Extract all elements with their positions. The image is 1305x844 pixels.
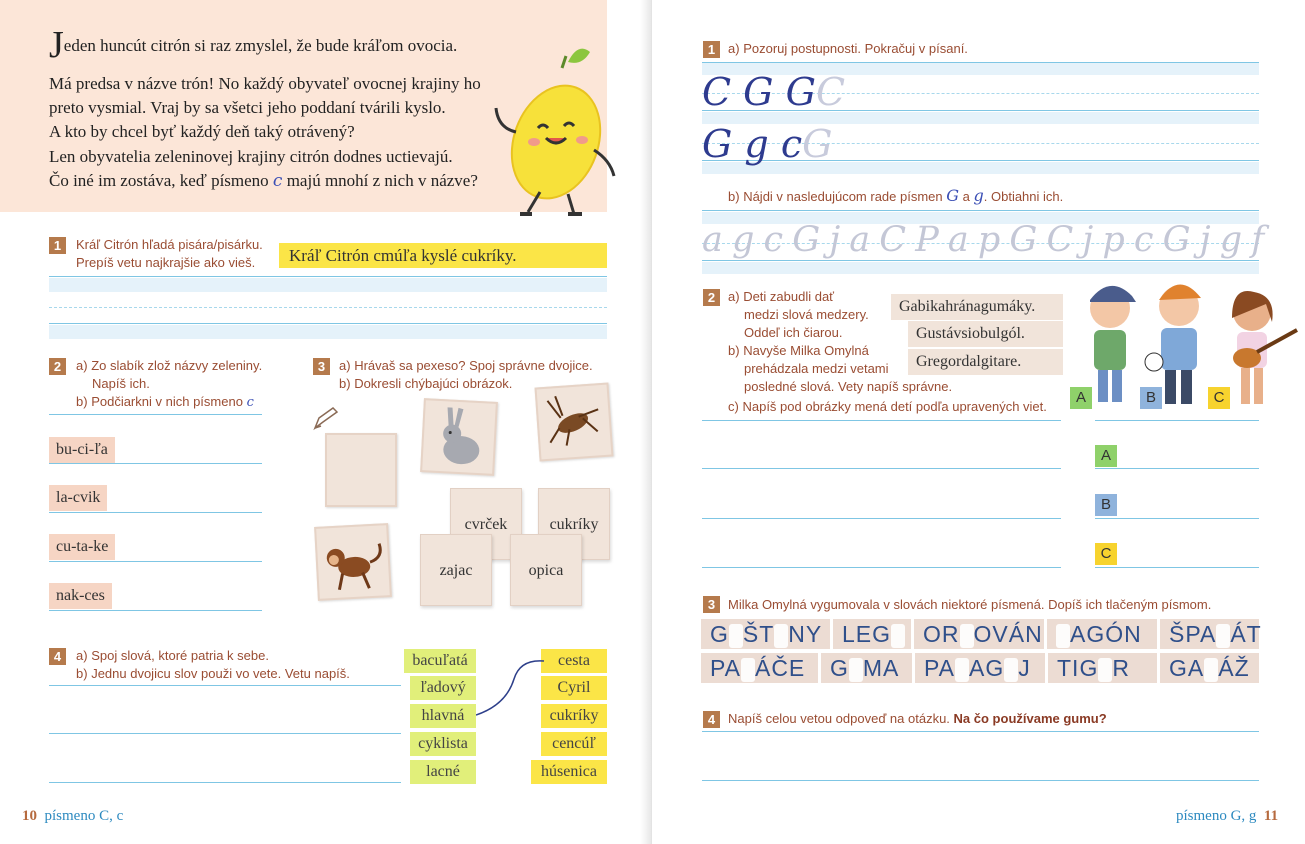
gapped-word[interactable]	[821, 653, 912, 683]
writing-band	[49, 325, 607, 339]
monkey-icon	[316, 525, 390, 599]
task-instruction	[728, 187, 1063, 206]
writing-line[interactable]	[702, 780, 1259, 781]
word-part: MA	[862, 655, 900, 681]
writing-line[interactable]	[49, 610, 262, 611]
task-instruction: medzi slová medzery.	[744, 307, 869, 322]
word-part: R	[1112, 655, 1130, 681]
writing-line[interactable]	[1095, 420, 1259, 421]
cursive-letter: c	[246, 395, 254, 410]
item-marker: c)	[728, 399, 739, 414]
word-part: AG	[968, 655, 1005, 681]
writing-line[interactable]	[49, 323, 607, 324]
instruction-text: Nájdi v nasledujúcom rade písmen	[743, 189, 943, 204]
writing-line[interactable]	[49, 561, 262, 562]
word-box-right[interactable]: húsenica	[531, 760, 607, 784]
item-marker: a)	[76, 358, 88, 373]
writing-band	[49, 278, 607, 292]
gapped-word[interactable]	[915, 653, 1045, 683]
task-instruction: Milka Omylná vygumovala v slovách niektoré písmená. Dopíš ich tlačeným písmom.	[728, 597, 1212, 612]
children-illustration	[1077, 278, 1302, 418]
erased-gap[interactable]	[1004, 658, 1018, 682]
erased-gap[interactable]	[1056, 624, 1070, 648]
word-part: ÁŽ	[1218, 655, 1250, 681]
lemon-mascot-icon	[490, 42, 620, 217]
footer-label: písmeno C, c	[44, 808, 124, 824]
task-instruction: Oddeľ ich čiarou.	[744, 325, 843, 340]
item-marker: a)	[728, 41, 740, 56]
story-box	[0, 0, 607, 212]
story-line: preto vysmial. Vraj by sa všetci jeho poddaní tvárili kyslo.	[49, 98, 446, 117]
task-instruction	[76, 357, 262, 375]
model-sentence: Kráľ Citrón cmúľa kyslé cukríky.	[279, 243, 607, 268]
erased-gap[interactable]	[955, 658, 969, 682]
word-box-left[interactable]: lacné	[410, 760, 476, 784]
gapped-word[interactable]	[914, 619, 1044, 649]
word-card[interactable]: opica	[510, 534, 582, 606]
word-part: OVÁN	[973, 621, 1043, 647]
story-line-rest: eden huncút citrón si raz zmyslel, že bude kráľom ovocia.	[63, 36, 458, 55]
cursive-row-1	[702, 70, 845, 114]
kid-label: C	[1208, 387, 1230, 409]
cursive-sample: G g c	[702, 122, 803, 166]
word-part: LEG	[842, 621, 892, 647]
pencil-icon	[312, 406, 338, 432]
task-instruction	[728, 342, 869, 360]
writing-line	[702, 62, 1259, 63]
word-part: ÁT	[1230, 621, 1262, 647]
writing-line[interactable]	[49, 512, 262, 513]
word-card[interactable]: zajac	[420, 534, 492, 606]
task-number: 4	[703, 711, 720, 728]
gapped-word[interactable]	[1160, 653, 1259, 683]
task-instruction	[76, 647, 269, 665]
instruction-text: Jednu dvojicu slov použi vo vete. Vetu napíš.	[91, 666, 350, 681]
gapped-word[interactable]	[701, 619, 830, 649]
gapped-word[interactable]	[833, 619, 911, 649]
sentence-box[interactable]: Gabikahránagumáky.	[891, 294, 1063, 320]
word-part: J	[1018, 655, 1031, 681]
task-number: 3	[703, 596, 720, 613]
writing-guide	[49, 307, 607, 308]
instruction-text: Napíš pod obrázky mená detí podľa upravených viet.	[742, 399, 1047, 414]
writing-line[interactable]	[49, 782, 401, 783]
sentence-box[interactable]: Gustávsiobulgól.	[908, 321, 1063, 347]
story-line-part: majú mnohí z nich v názve?	[286, 171, 478, 190]
writing-line[interactable]	[49, 463, 262, 464]
task-instruction	[728, 40, 968, 58]
word-box-left[interactable]: hlavná	[410, 704, 476, 728]
connector-line	[476, 655, 546, 725]
task-instruction	[728, 398, 1047, 416]
writing-line	[702, 260, 1259, 261]
monkey-card[interactable]	[314, 523, 392, 601]
answer-label: B	[1095, 494, 1117, 516]
word-box-right[interactable]: Cyril	[541, 676, 607, 700]
writing-line[interactable]	[702, 518, 1061, 519]
instruction-text: Podčiarkni v nich písmeno	[91, 394, 243, 409]
rabbit-icon	[422, 400, 496, 474]
item-marker: a)	[728, 289, 740, 304]
trace-letter-row[interactable]: a g c G j a C P a p G C j p c G j g f	[702, 220, 1264, 260]
writing-line[interactable]	[49, 685, 401, 686]
instruction-text: Navyše Milka Omylná	[743, 343, 869, 358]
word-part: ŠPA	[1169, 621, 1217, 647]
sentence-box[interactable]: Gregordalgitare.	[908, 349, 1063, 375]
answer-label: A	[1095, 445, 1117, 467]
task-number: 4	[49, 648, 66, 665]
instruction-text: Spoj slová, ktoré patria k sebe.	[91, 648, 269, 663]
task-instruction: Napíš ich.	[92, 376, 150, 391]
word-part: G	[710, 621, 729, 647]
task-instruction	[76, 665, 350, 683]
task-number: 2	[49, 358, 66, 375]
writing-line[interactable]	[702, 567, 1061, 568]
word-part: PA	[924, 655, 955, 681]
cursive-letter: c	[272, 171, 283, 191]
word-part: NY	[788, 621, 823, 647]
erased-gap[interactable]	[1098, 658, 1112, 682]
cursive-letter: g	[973, 186, 984, 205]
word-part: OR	[923, 621, 960, 647]
task-instruction	[728, 288, 834, 306]
page-number: 10	[22, 808, 37, 824]
answer-line[interactable]	[1095, 518, 1259, 519]
writing-line[interactable]	[702, 468, 1061, 469]
word-box-right[interactable]: cencúľ	[541, 732, 607, 756]
erased-gap[interactable]	[891, 624, 905, 648]
syllable-tag: nak-ces	[49, 583, 112, 609]
instruction-text: a	[962, 189, 970, 204]
word-card[interactable]: cvrček	[450, 488, 522, 560]
writing-line[interactable]	[702, 420, 1061, 421]
left-page	[0, 0, 648, 844]
writing-line	[702, 210, 1259, 211]
instruction-text: . Obtiahni ich.	[983, 189, 1064, 204]
word-box-left[interactable]: ľadový	[410, 676, 476, 700]
question-text: Na čo používame gumu?	[953, 711, 1107, 726]
erased-gap[interactable]	[1216, 624, 1230, 648]
syllable-tag: bu-ci-ľa	[49, 437, 115, 463]
task-instruction: Kráľ Citrón hľadá pisára/pisárku.	[76, 237, 263, 252]
task-instruction: Prepíš vetu najkrajšie ako vieš.	[76, 255, 256, 270]
rabbit-card[interactable]	[420, 398, 498, 476]
syllable-tag: cu-ta-ke	[49, 534, 115, 560]
cursive-trace: C	[815, 70, 846, 114]
task-instruction: prehádzala medzi vetami	[744, 361, 889, 376]
cursive-trace: G	[802, 122, 833, 166]
cursive-row-2	[702, 122, 832, 166]
task-number: 2	[703, 289, 720, 306]
word-part: ŠT	[742, 621, 775, 647]
cursive-letter: G	[946, 186, 960, 205]
answer-line[interactable]	[1095, 567, 1259, 568]
gapped-word[interactable]	[701, 653, 818, 683]
task-instruction: posledné slová. Vety napíš správne.	[744, 379, 953, 394]
instruction-text: Pozoruj postupnosti. Pokračuj v písaní.	[743, 41, 968, 56]
gapped-word[interactable]	[1047, 619, 1157, 649]
task-number: 1	[703, 41, 720, 58]
instruction-text: Zo slabík zlož názvy zeleniny.	[91, 358, 263, 373]
story-line: Len obyvatelia zeleninovej krajiny citrón dodnes uctievajú.	[49, 147, 453, 166]
word-box-left[interactable]: cyklista	[410, 732, 476, 756]
task-instruction	[339, 375, 512, 393]
word-part: ÁČE	[754, 655, 806, 681]
erased-gap[interactable]	[1204, 658, 1218, 682]
item-marker: b)	[728, 343, 740, 358]
instruction-text: Deti zabudli dať	[743, 289, 835, 304]
gapped-word[interactable]	[1048, 653, 1157, 683]
erased-gap[interactable]	[960, 624, 974, 648]
instruction-text: Dokresli chýbajúci obrázok.	[354, 376, 513, 391]
task-instruction	[728, 710, 1107, 728]
word-part: G	[830, 655, 849, 681]
cursive-sample: C G G	[702, 70, 816, 114]
page-footer	[22, 808, 123, 825]
word-part: TIG	[1057, 655, 1099, 681]
kid-label: A	[1070, 387, 1092, 409]
erased-gap[interactable]	[849, 658, 863, 682]
erased-gap[interactable]	[729, 624, 743, 648]
word-part: GA	[1169, 655, 1205, 681]
writing-band	[702, 262, 1259, 274]
task-number: 3	[313, 358, 330, 375]
word-part: PA	[710, 655, 741, 681]
item-marker: b)	[728, 189, 740, 204]
writing-line[interactable]	[49, 414, 262, 415]
kid-label: B	[1140, 387, 1162, 409]
cricket-icon	[537, 385, 612, 460]
empty-card[interactable]	[325, 433, 397, 507]
word-box-right[interactable]: cesta	[541, 649, 607, 673]
story-line-last	[49, 169, 478, 194]
word-card[interactable]: cukríky	[538, 488, 610, 560]
item-marker: a)	[339, 358, 351, 373]
writing-line[interactable]	[49, 276, 607, 277]
right-page	[652, 0, 1305, 844]
task-instruction	[76, 393, 254, 412]
word-part: AGÓN	[1070, 621, 1142, 647]
writing-line[interactable]	[49, 733, 401, 734]
syllable-tag: la-cvik	[49, 485, 107, 511]
erased-gap[interactable]	[741, 658, 755, 682]
task-number: 1	[49, 237, 66, 254]
item-marker: b)	[339, 376, 351, 391]
item-marker: a)	[76, 648, 88, 663]
page-footer	[1176, 808, 1278, 825]
instruction-text: Napíš celou vetou odpoveď na otázku.	[728, 711, 950, 726]
word-box-left[interactable]: bacuľatá	[404, 649, 476, 673]
item-marker: b)	[76, 666, 88, 681]
story-line: Má predsa v názve trón! No každý obyvateľ ovocnej krajiny ho	[49, 74, 481, 93]
story-line: A kto by chcel byť každý deň taký otrávený?	[49, 122, 355, 141]
page-number: 11	[1263, 808, 1279, 824]
writing-line[interactable]	[702, 731, 1259, 732]
task-instruction	[339, 357, 593, 375]
instruction-text: Hrávaš sa pexeso? Spoj správne dvojice.	[354, 358, 593, 373]
answer-line[interactable]	[1095, 468, 1259, 469]
drop-cap: J	[49, 24, 64, 66]
item-marker: b)	[76, 394, 88, 409]
erased-gap[interactable]	[774, 624, 788, 648]
answer-label: C	[1095, 543, 1117, 565]
footer-label: písmeno G, g	[1176, 808, 1257, 824]
word-box-right[interactable]: cukríky	[541, 704, 607, 728]
gapped-word[interactable]	[1160, 619, 1262, 649]
story-line-part: Čo iné im zostáva, keď písmeno	[49, 171, 269, 190]
story-line	[49, 24, 458, 66]
cricket-card[interactable]	[535, 383, 614, 462]
